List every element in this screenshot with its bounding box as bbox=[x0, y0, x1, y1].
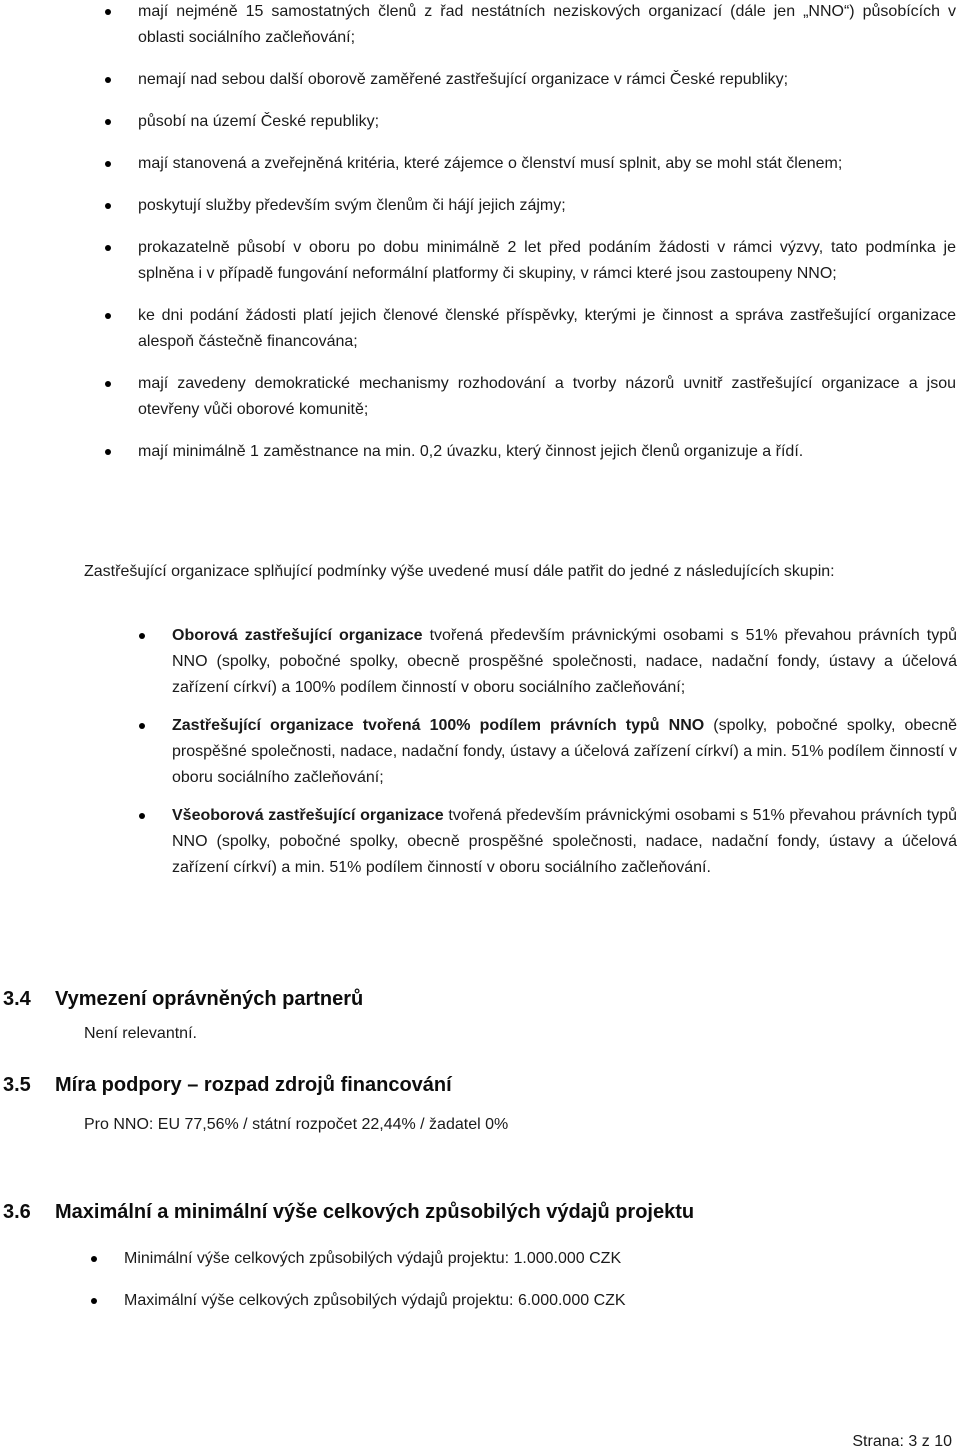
page-number: Strana: 3 z 10 bbox=[852, 1433, 952, 1450]
section-number: 3.4 bbox=[3, 988, 31, 1010]
section-heading-3-5 bbox=[3, 1072, 452, 1098]
section-heading-3-6 bbox=[3, 1199, 694, 1225]
list-item bbox=[138, 439, 956, 465]
list-item bbox=[172, 713, 957, 791]
organization-groups-list bbox=[172, 623, 957, 893]
list-item bbox=[138, 109, 956, 135]
list-item-text: mají minimálně 1 zaměstnance na min. 0,2 úvazku, který činnost jejich členů organizuje a řídí. bbox=[138, 443, 804, 460]
section-title: Míra podpory – rozpad zdrojů financování bbox=[55, 1074, 452, 1096]
bullet-icon bbox=[139, 723, 145, 729]
section-text: Není relevantní. bbox=[84, 1025, 197, 1042]
criteria-list bbox=[138, 0, 956, 481]
list-item-text: nemají nad sebou další oborově zaměřené zastřešující organizace v rámci České republiky; bbox=[138, 71, 789, 88]
list-item-text: ke dni podání žádosti platí jejich členové členské příspěvky, kterými je činnost a správa zastřešující organizace alespoň částečně financována; bbox=[138, 307, 956, 350]
intro-paragraph: Zastřešující organizace splňující podmínky výše uvedené musí dále patřit do jedné z následujících skupin: bbox=[84, 563, 835, 580]
list-item-text: prokazatelně působí v oboru po dobu minimálně 2 let před podáním žádosti v rámci výzvy, tato podmínka je splněna i v případě fungování neformální platformy či skupiny, v rámci které jsou zastoupeny NNO; bbox=[138, 239, 956, 282]
list-item bbox=[124, 1288, 954, 1314]
list-item-text: Maximální výše celkových způsobilých výdajů projektu: 6.000.000 CZK bbox=[124, 1292, 626, 1309]
group-description: tvořená především právnickými osobami s 51% převahou právních typů NNO (spolky, pobočné spolky, obecně prospěšné společnosti, nadace, nadační fondy, ústavy a účelová zařízení církví) a min. 51% podílem činností v oboru sociálního začleňování. bbox=[172, 807, 958, 876]
group-name: Zastřešující organizace tvořená 100% podílem právních typů NNO bbox=[172, 717, 705, 734]
list-item-text: Minimální výše celkových způsobilých výdajů projektu: 1.000.000 CZK bbox=[124, 1250, 622, 1267]
bullet-icon bbox=[139, 813, 145, 819]
list-item bbox=[138, 0, 956, 51]
list-item bbox=[172, 803, 957, 881]
list-item bbox=[138, 193, 956, 219]
section-title: Vymezení oprávněných partnerů bbox=[55, 988, 364, 1010]
group-description: tvořená především právnickými osobami s 51% převahou právních typů NNO (spolky, pobočné spolky, obecně prospěšné společnosti, nadace, nadační fondy, ústavy a účelová zařízení církví) a 100% podílem činností v oboru sociálního začleňování; bbox=[172, 627, 958, 696]
list-item-text: působí na území České republiky; bbox=[138, 113, 380, 130]
list-item bbox=[124, 1246, 954, 1272]
bullet-icon bbox=[139, 633, 145, 639]
list-item-text: mají stanovená a zveřejněná kritéria, které zájemce o členství musí splnit, aby se mohl stát členem; bbox=[138, 155, 843, 172]
bullet-icon bbox=[105, 203, 111, 209]
bullet-icon bbox=[105, 313, 111, 319]
bullet-icon bbox=[105, 119, 111, 125]
bullet-icon bbox=[91, 1298, 97, 1304]
list-item-text: mají zavedeny demokratické mechanismy rozhodování a tvorby názorů uvnitř zastřešující organizace a jsou otevřeny vůči oborové komunitě; bbox=[138, 375, 956, 418]
bullet-icon bbox=[105, 449, 111, 455]
section-text: Pro NNO: EU 77,56% / státní rozpočet 22,44% / žadatel 0% bbox=[84, 1116, 509, 1133]
group-name: Oborová zastřešující organizace bbox=[172, 627, 423, 644]
section-heading-3-4 bbox=[3, 986, 363, 1012]
list-item bbox=[138, 235, 956, 287]
expenses-list bbox=[124, 1246, 954, 1330]
bullet-icon bbox=[105, 245, 111, 251]
list-item bbox=[138, 151, 956, 177]
list-item-text: poskytují služby především svým členům či hájí jejich zájmy; bbox=[138, 197, 566, 214]
list-item-text: mají nejméně 15 samostatných členů z řad nestátních neziskových organizací (dále jen „NNO“) působících v oblasti sociálního začleňování; bbox=[138, 3, 956, 46]
bullet-icon bbox=[105, 77, 111, 83]
section-number: 3.6 bbox=[3, 1201, 31, 1223]
bullet-icon bbox=[105, 161, 111, 167]
section-title: Maximální a minimální výše celkových způsobilých výdajů projektu bbox=[55, 1201, 695, 1223]
list-item bbox=[138, 371, 956, 423]
group-name: Všeoborová zastřešující organizace bbox=[172, 807, 444, 824]
list-item bbox=[138, 303, 956, 355]
bullet-icon bbox=[105, 381, 111, 387]
list-item bbox=[138, 67, 956, 93]
list-item bbox=[172, 623, 957, 701]
bullet-icon bbox=[91, 1256, 97, 1262]
section-number: 3.5 bbox=[3, 1074, 31, 1096]
group-description: (spolky, pobočné spolky, obecně prospěšné společnosti, nadace, nadační fondy, ústavy a účelová zařízení církví) a min. 51% podílem činností v oboru sociálního začleňování; bbox=[172, 717, 958, 786]
bullet-icon bbox=[105, 9, 111, 15]
